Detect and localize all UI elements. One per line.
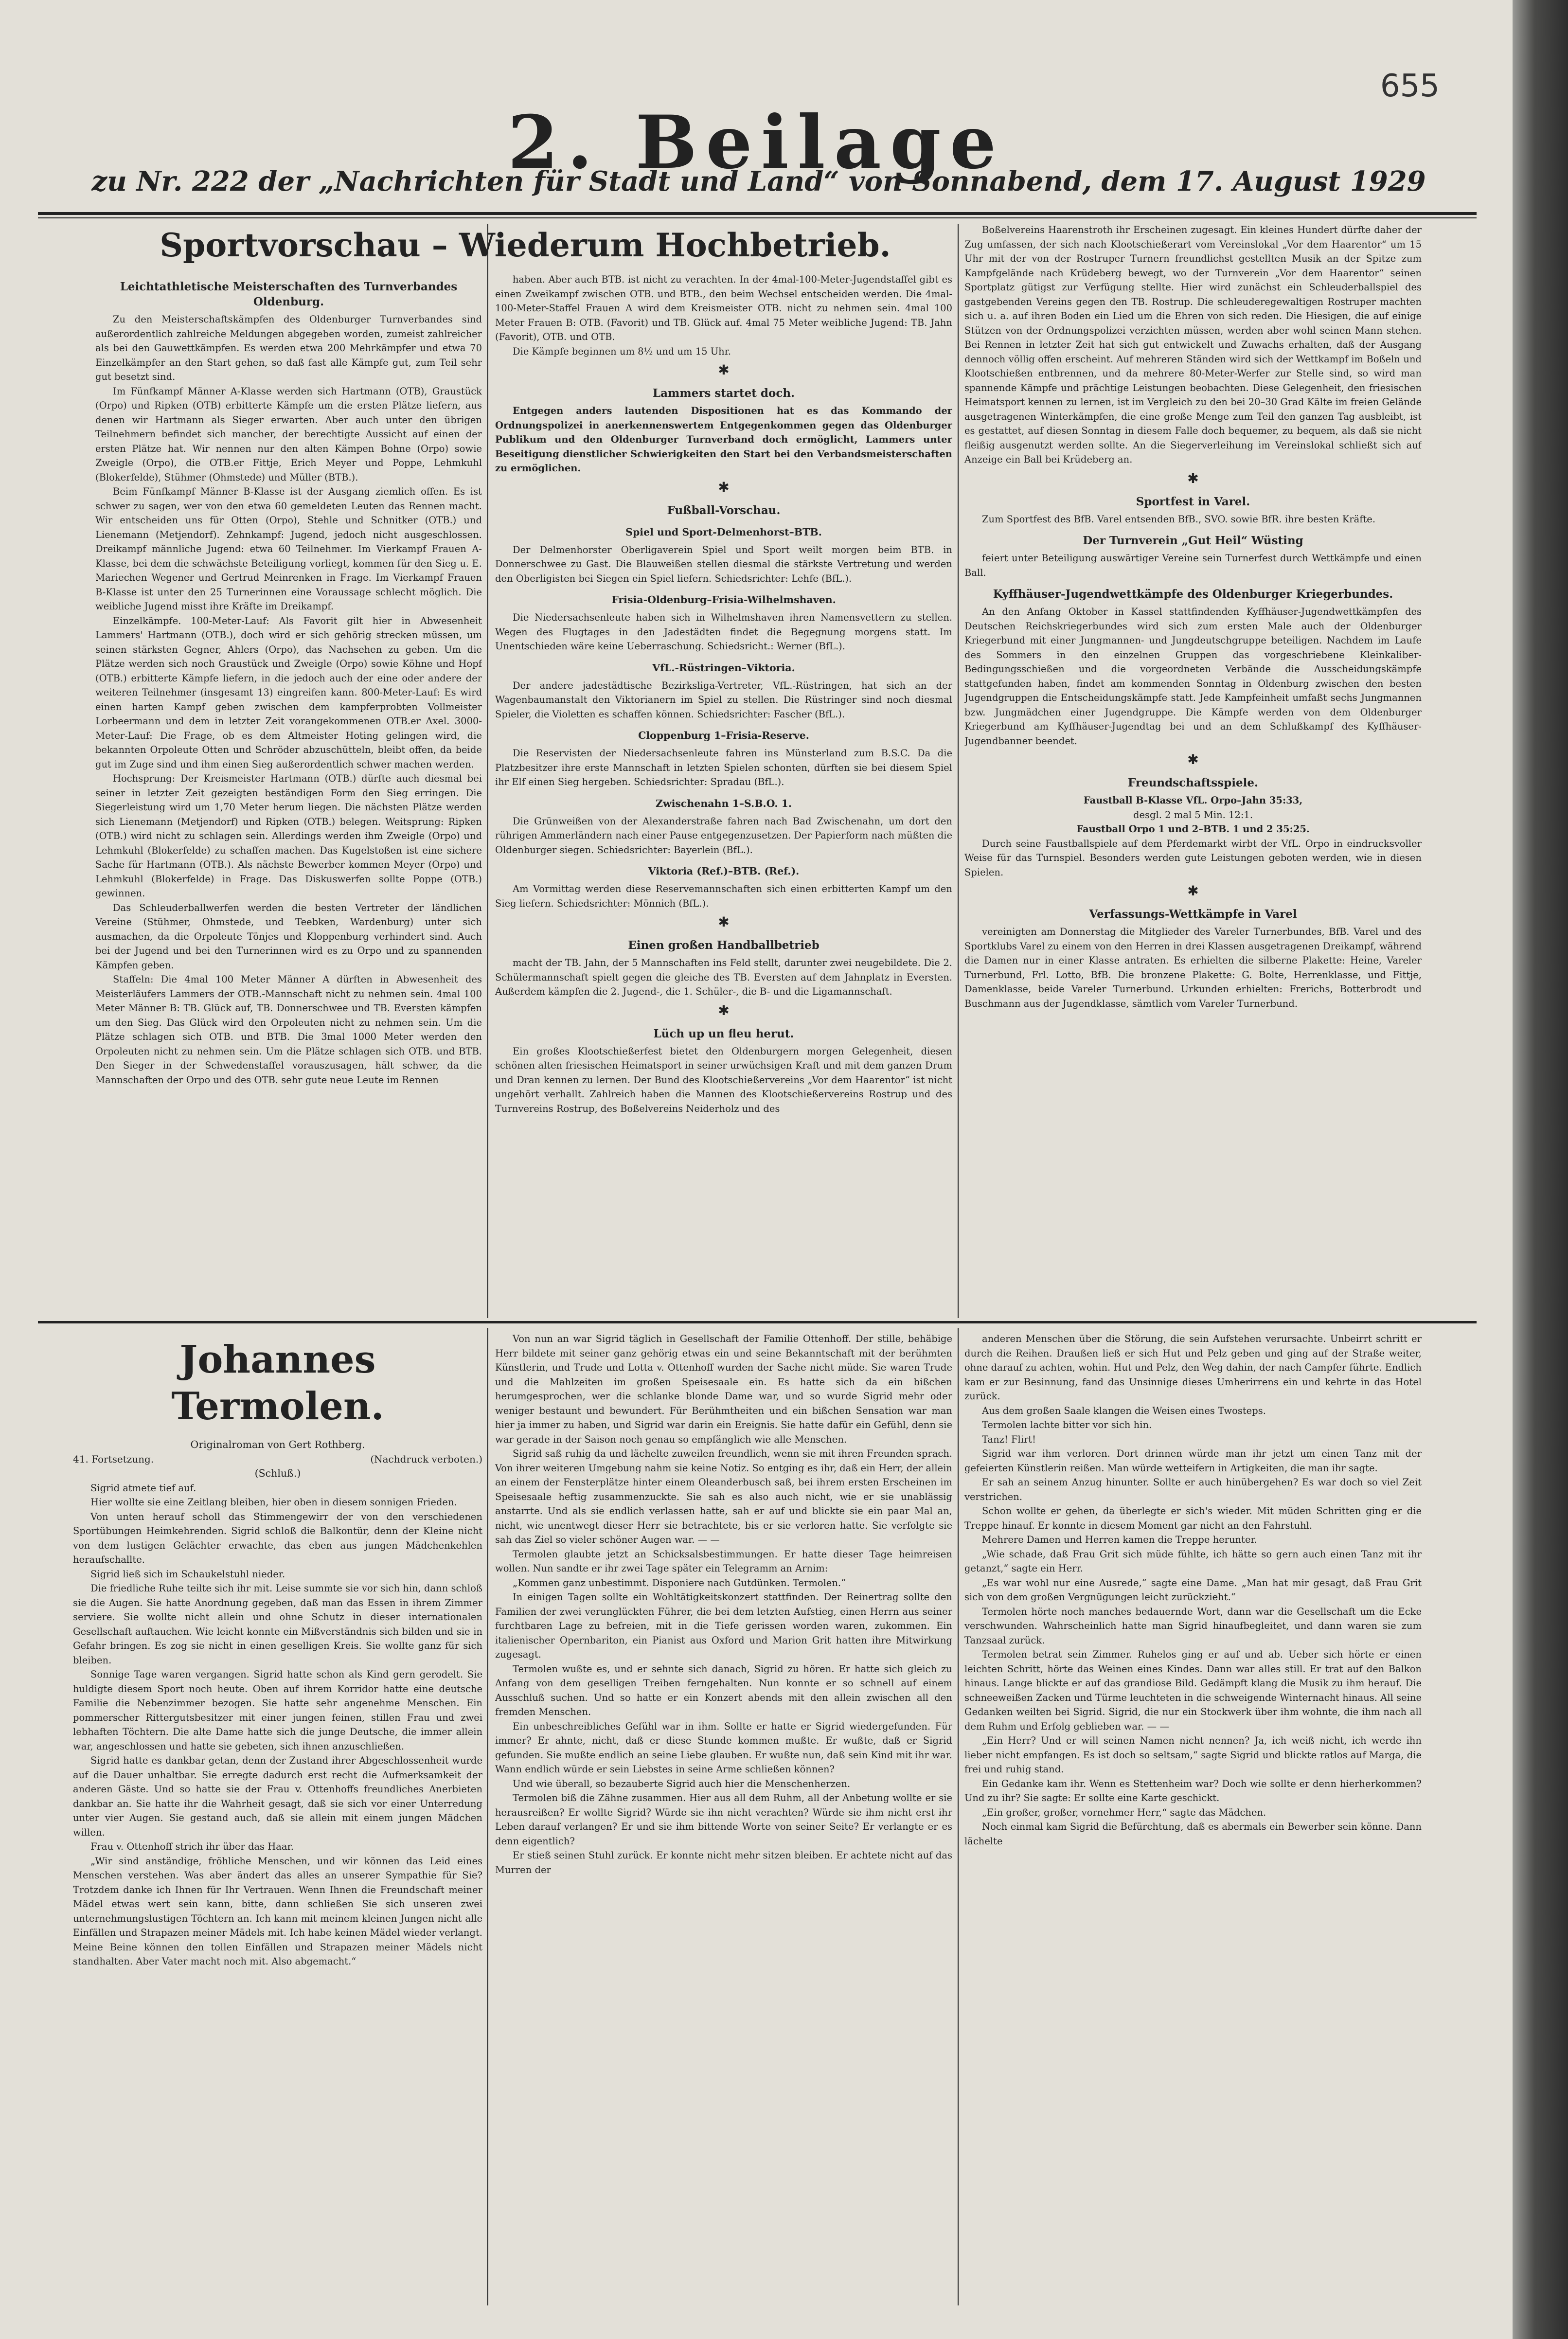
article-heading: Freundschaftsspiele.: [1127, 776, 1259, 789]
paragraph: Und wie überall, so bezauberte Sigrid auch hier die Menschenherzen.: [513, 1778, 851, 1789]
article-heading: Kyffhäuser-Jugendwettkämpfe des Oldenburger Kriegerbundes.: [993, 588, 1393, 601]
novel-column-1: [73, 1332, 482, 2304]
novel-column-2: [495, 1332, 952, 2304]
paragraph: Termolen wußte es, und er sehnte sich danach, Sigrid zu hören. Er hatte sich gleich zu Anfang von dem geselligen Treiben ferngehalten. Nun konnte er so schnell auf einem Ausschluß suchen. Und so hatte er ein Konzert abends mit den allein zwischen all den fremden Menschen.: [495, 1663, 952, 1717]
match-heading: VfL.-Rüstringen–Viktoria.: [652, 661, 795, 674]
sport-headline-block: [95, 223, 956, 276]
scan-edge: [1513, 0, 1568, 2339]
paragraph: Frau v. Ottenhoff strich ihr über das Haar.: [90, 1841, 294, 1852]
paragraph: „Ein großer, großer, vornehmer Herr,“ sagte das Mädchen.: [982, 1806, 1266, 1818]
paragraph: Die Niedersachsenleute haben sich in Wilhelmshaven ihren Namensvettern zu stellen. Wegen des Flugtages in den Jadestädten findet die Begegnung morgens statt. Im Unentschieden wäre keine Ueberraschung. Schiedsricht.: Werner (BfL.).: [495, 612, 952, 652]
paragraph: Ein Gedanke kam ihr. Wenn es Stettenheim war? Doch wie sollte er denn hierherkommen? Und zu ihr? Sie sagte: Er sollte eine Karte geschickt.: [964, 1778, 1422, 1803]
paragraph: Zu den Meisterschaftskämpfen des Oldenburger Turnverbandes sind außerordentlich zahlreiche Meldungen abgegeben worden, zumeist zahlreicher als bei den Gauwettkämpfen. Es werden etwa 200 Mehrkämpfer und etwa 70 Einzelkämpfer an den Start gehen, so daß fast alle Kämpfe gut, zum Teil sehr gut besetzt sind.: [95, 314, 482, 382]
paragraph: Der andere jadestädtische Bezirksliga-Vertreter, VfL.-Rüstringen, hat sich an der Wagenbaumanstalt den Viktorianern im Spiel zu stellen. Die Rüstringer sind noch diesmal Spieler, die Violetten es schaffen können. Schiedsrichter: Fascher (BfL.).: [495, 679, 952, 720]
sport-column-2: [495, 272, 952, 1318]
paragraph: Die Kämpfe beginnen um 8½ und um 15 Uhr.: [513, 345, 731, 357]
novel-meta-row: [73, 1452, 482, 1467]
article-heading: Verfassungs-Wettkämpfe in Varel: [1089, 908, 1297, 921]
paragraph: Sigrid hatte es dankbar getan, denn der Zustand ihrer Abgeschlossenheit wurde auf die Dauer unhaltbar. Sie erregte dadurch erst recht die Aufmerksamkeit der anderen Gäste. Und so hatte sie der Frau v. Ottenhoffs freundliches Anerbieten dankbar an. Sie hatte ihr die Wahrheit gesagt, daß sie sich vor einer Unterredung unter vier Augen. Sie gestand auch, daß sie allein mit einem jungen Mädchen willen.: [73, 1755, 482, 1838]
paragraph: Termolen lachte bitter vor sich hin.: [982, 1419, 1152, 1430]
installment-label: 41. Fortsetzung.: [73, 1453, 154, 1465]
paragraph: Noch einmal kam Sigrid die Befürchtung, daß es abermals ein Bewerber sein könne. Dann lächelte: [964, 1821, 1422, 1847]
paragraph: Die Grünweißen von der Alexanderstraße fahren nach Bad Zwischenahn, um dort den rührigen Ammerländern nach einer Pause entgegenzusetzen. Der Papierform nach müßten die Oldenburger siegen. Schiedsrichter: Bayerlein (BfL.).: [495, 815, 952, 856]
paragraph: Sigrid war ihm verloren. Dort drinnen würde man ihr jetzt um einen Tanz mit der gefeierten Künstlerin reißen. Man würde wetteifern in Artigkeiten, die man ihr sagte.: [964, 1448, 1422, 1474]
article-heading: Sportfest in Varel.: [1136, 495, 1250, 508]
masthead-rule: [38, 212, 1477, 215]
paragraph: Beim Fünfkampf Männer B-Klasse ist der Ausgang ziemlich offen. Es ist schwer zu sagen, wer von den etwa 60 gemeldeten Leuten das Rennen macht. Wir entscheiden uns für Otten (Orpo), Stehle und Schnitker (OTB.) und Lienemann (Metjendorf). Zehnkampf: Jugend, jedoch nicht ausgeschlossen. Dreikampf männliche Jugend: etwa 60 Teilnehmer. Im Vierkampf Frauen A-Klasse, bei dem die schwächste Beteiligung vorliegt, kommen für den Sieg u. E. Mariechen Wegener und Gertrud Meinrenken in Frage. Im Vierkampf Frauen B-Klasse ist unter den 25 Turnerinnen eine Voraussage schlecht möglich. Die weibliche Jugend misst ihre Kräfte im Dreikampf.: [95, 486, 482, 612]
paragraph: Der Delmenhorster Oberligaverein Spiel und Sport weilt morgen beim BTB. in Donnerschwee zu Gast. Die Blauweißen stellen diesmal die stärkste Vertretung und werden den Oberligisten bei Siegen ein Spiel liefern. Schiedsrichter: Lehfe (BfL.).: [495, 544, 952, 584]
paragraph: Aus dem großen Saale klangen die Weisen eines Twosteps.: [982, 1405, 1266, 1416]
paragraph: Termolen hörte noch manches bedauernde Wort, dann war die Gesellschaft um die Ecke verschwunden. Wahrscheinlich hatte man Sigrid hinaufbegleitet, und dann waren sie zum Tanzsaal zurück.: [964, 1606, 1422, 1646]
paragraph: Einzelkämpfe. 100-Meter-Lauf: Als Favorit gilt hier in Abwesenheit Lammers' Hartmann (OTB.), doch wird er sich gehörig strecken müssen, um seinen stärksten Gegner, Ahlers (Orpo), das Nachsehen zu geben. Um die Plätze werden sich noch Graustück und Zweigle (Orpo) sowie Köhne und Hopf (OTB.) erbitterte Kämpfe liefern, in die jedoch auch der eine oder andere der weiteren Teilnehmer (insgesamt 13) eingreifen kann. 800-Meter-Lauf: Es wird einen harten Kampf geben zwischen dem kampferprobten Vollmeister Lorbeermann und dem in letzter Zeit vorangekommenen OTB.er Axel. 3000-Meter-Lauf: Die Frage, ob es dem Altmeister Hoting gelingen wird, die bekannten Orpoleute Otten und Schröder abzuschütteln, bleibt offen, da beide gut im Zuge sind und ihm einen Sieg außerordentlich schwer machen werden.: [95, 615, 482, 770]
article-heading: Lüch up un fleu herut.: [653, 1027, 794, 1040]
paragraph: Er stieß seinen Stuhl zurück. Er konnte nicht mehr sitzen bleiben. Er achtete nicht auf das Murren der: [495, 1850, 952, 1875]
paragraph: Die Reservisten der Niedersachsenleute fahren ins Münsterland zum B.S.C. Da die Platzbesitzer ihre erste Mannschaft in letzten Spielen schonten, dürften sie bei diesem Spiel ihr Elf einen Sieg hergeben. Schiedsrichter: Spradau (BfL.).: [495, 748, 952, 787]
paragraph: Durch seine Faustballspiele auf dem Pferdemarkt wirbt der VfL. Orpo in eindrucksvoller Weise für das Turnspiel. Besonders werden gute Leistungen geboten werden, wie in diesen Spielen.: [964, 838, 1422, 878]
paragraph: Am Vormittag werden diese Reservemannschaften sich einen erbitterten Kampf um den Sieg liefern. Schiedsrichter: Mönnich (BfL.).: [495, 883, 952, 909]
paragraph: Von unten herauf scholl das Stimmengewirr der von den verschiedenen Sportübungen Heimkehrenden. Sigrid schloß die Balkontür, denn der Kleine nicht von dem lustigen Gelächter erwachte, das eben aus jungen Mädchenkehlen heraufschallte.: [73, 1511, 482, 1565]
paragraph: Mehrere Damen und Herren kamen die Treppe herunter.: [982, 1534, 1257, 1545]
paragraph: In einigen Tagen sollte ein Wohltätigkeitskonzert stattfinden. Der Reinertrag sollte den Familien der zwei verunglückten Führer, die bei dem letzten Aufstieg, einen Herrn aus seiner furchtbaren Lage zu befreien, mit in die Tiefe gerissen worden waren, zukommen. Ein italienischer Opernbariton, ein Pianist aus Oxford und Marion Grit hatten ihre Mitwirkung zugesagt.: [495, 1591, 952, 1660]
paragraph: Hochsprung: Der Kreismeister Hartmann (OTB.) dürfte auch diesmal bei seiner in letzter Zeit gezeigten beständigen Form den Sieg erringen. Die Siegerleistung wird um 1,70 Meter herum liegen. Die nächsten Plätze werden sich Lienemann (Metjendorf) und Ripken (OTB.) belegen. Weitsprung: Ripken (OTB.) wird nicht zu schlagen sein. Allerdings werden ihm Zweigle (Orpo) und Lehmkuhl (Blokerfelde) zu schaffen machen. Das Kugelstoßen ist eine sichere Sache für Hartmann (OTB.). Als nächste Bewerber kommen Meyer (Orpo) und Lehmkuhl (Blokerfelde) in Frage. Das Diskuswerfen sollte Poppe (OTB.) gewinnen.: [95, 773, 482, 899]
paragraph: Tanz! Flirt!: [982, 1433, 1036, 1445]
conclusion-note: (Schluß.): [254, 1467, 301, 1479]
paragraph: feiert unter Beteiligung auswärtiger Vereine sein Turnerfest durch Wettkämpfe und einen Ball.: [964, 553, 1422, 578]
article-heading: Lammers startet doch.: [652, 387, 795, 400]
article-heading: Leichtathletische Meisterschaften des Turnverbandes Oldenburg.: [120, 280, 458, 308]
column-divider: [487, 224, 488, 1318]
section-rule: [38, 1321, 1477, 1323]
paragraph: vereinigten am Donnerstag die Mitglieder des Vareler Turnerbundes, BfB. Varel und des Sportklubs Varel zu einem von den Herren in drei Klassen ausgetragenen Dreikampf, während die Damen nur in einer Klasse antraten. Es erhielten die silberne Plakette: Heine, Vareler Turnerbund, Frl. Lotto, BfB. Die bronzene Plakette: G. Bolte, Herrenklasse, und Fittje, Damenklasse, beide Vareler Turnerbund. Urkunden erhielten: Frerichs, Botterbrodt und Buschmann aus der Jugendklasse, sämtlich vom Vareler Turnerbund.: [964, 926, 1422, 1009]
paragraph: Ein großes Klootschießerfest bietet den Oldenburgern morgen Gelegenheit, diesen schönen alten friesischen Heimatsport in seiner urwüchsigen Kraft und mit dem ganzen Drum und Dran kennen zu lernen. Der Bund des Klootschießervereins „Vor dem Haarentor“ ist nicht ungehört verhallt. Zahlreich haben die Mannen des Klootschießervereins Rostrup und des Turnvereins Rostrup, des Boßelvereins Neiderholz und des: [495, 1045, 952, 1114]
paragraph: „Kommen ganz unbestimmt. Disponiere nach Gutdünken. Termolen.“: [513, 1577, 846, 1589]
separator-star: ✱: [718, 479, 730, 495]
sport-headline: Sportvorschau – Wiederum Hochbetrieb.: [160, 226, 891, 264]
article-heading: Der Turnverein „Gut Heil“ Wüsting: [1083, 534, 1303, 547]
paragraph: „Wie schade, daß Frau Grit sich müde fühlte, ich hätte so gern auch einen Tanz mit ihr getanzt,“ sagte ein Herr.: [964, 1548, 1422, 1574]
novel-column-3: [964, 1332, 1422, 2304]
masthead-rule-thin: [38, 217, 1477, 218]
article-heading: Fußball-Vorschau.: [667, 503, 781, 517]
result-line: desgl. 2 mal 5 Min. 12:1.: [1133, 809, 1253, 821]
column-divider: [487, 1328, 488, 2305]
match-heading: Zwischenahn 1–S.B.O. 1.: [655, 797, 792, 809]
paragraph: Hier wollte sie eine Zeitlang bleiben, hier oben in diesem sonnigen Frieden.: [90, 1497, 457, 1508]
match-heading: Cloppenburg 1–Frisia-Reserve.: [638, 730, 809, 741]
result-line: Faustball Orpo 1 und 2–BTB. 1 und 2 35:25.: [1076, 823, 1310, 835]
paragraph: macht der TB. Jahn, der 5 Mannschaften ins Feld stellt, darunter zwei neugebildete. Die 2. Schülermannschaft spielt gegen die gleiche des TB. Eversten auf dem Jahnplatz in Eversten. Außerdem kämpfen die 2. Jugend-, die 1. Schüler-, die B- und die Ligamannschaft.: [495, 957, 952, 997]
match-heading: Spiel und Sport-Delmenhorst–BTB.: [625, 526, 822, 538]
paragraph: Sigrid saß ruhig da und lächelte zuweilen freundlich, wenn sie mit ihren Freunden sprach. Von ihrer weiteren Umgebung nahm sie keine Notiz. So entging es ihr, daß ein Herr, der allein an einem der Fensterplätze hinter einem Oleanderbusch saß, bei ihrem ersten Erscheinen im Speisesaale heftig zusammenzuckte. Sie sah es also auch nicht, wie er sie unablässig anstarrte. Und als sie endlich verlassen hatte, sah er auf und blickte sie ein paar Mal an, nicht, wie unentwegt dieser Herr sie betrachtete, bis er sie verloren hatte. Sie verfolgte sie sah das Ziel so vieler schöner Augen war. — —: [495, 1448, 952, 1545]
paragraph: Staffeln: Die 4mal 100 Meter Männer A dürften in Abwesenheit des Meisterläufers Lammers der OTB.-Mannschaft nicht zu nehmen sein. 4mal 100 Meter Männer B: TB. Glück auf, TB. Donnerschwee und TB. Eversten kämpfen um den Sieg. Das Glück wird den Orpoleuten nicht zu nehmen sein. Um die Plätze schlagen sich OTB. und BTB. Die 3mal 1000 Meter werden den Orpoleuten nicht zu nehmen sein. Um die Plätze schlagen sich OTB. und BTB. Den Sieger in der Schwedenstaffel vorauszusagen, hält schwer, da die Mannschaften der Orpo und des OTB. sehr gute neue Leute im Rennen: [95, 974, 482, 1086]
paragraph: Termolen betrat sein Zimmer. Ruhelos ging er auf und ab. Ueber sich hörte er einen leichten Schritt, hörte das Weinen eines Kindes. Dann war alles still. Er trat auf den Balkon hinaus. Lange blickte er auf das grandiose Bild. Gedämpft klang die Musik zu ihm herauf. Die schneeweißen Zacken und Türme leuchteten in die schweigende Winternacht hinaus. All seine Gedanken weilten bei Sigrid. Sigrid, die nur ein Stockwerk über ihm wohnte, die ihm nach all dem Ruhm und Erfolg geblieben war. — —: [964, 1649, 1422, 1732]
paragraph: Entgegen anders lautenden Dispositionen hat es das Kommando der Ordnungspolizei in anerkennenswertem Entgegenkommen gegen das Oldenburger Publikum und den Oldenburger Turnverband doch ermöglicht, Lammers unter Beseitigung dienstlicher Schwierigkeiten den Start bei den Verbandsmeisterschaften zu ermöglichen.: [495, 405, 952, 474]
paragraph: haben. Aber auch BTB. ist nicht zu verachten. In der 4mal-100-Meter-Jugendstaffel gibt es einen Zweikampf zwischen OTB. und BTB., den beim Wechsel entscheiden werden. Die 4mal-100-Meter-Staffel Frauen A wird dem Kreismeister OTB. nicht zu nehmen sein. 4mal 100 Meter Frauen B: OTB. (Favorit) und TB. Glück auf. 4mal 75 Meter weibliche Jugend: TB. Jahn (Favorit), OTB. und OTB.: [495, 274, 952, 342]
paragraph: Zum Sportfest des BfB. Varel entsenden BfB., SVO. sowie BfR. ihre besten Kräfte.: [982, 513, 1376, 525]
paragraph: Von nun an war Sigrid täglich in Gesellschaft der Familie Ottenhoff. Der stille, behäbige Herr bildete mit seiner ganz gehörig etwas ein und seine Bekanntschaft mit der berühmten Künstlerin, und Trude und Lotta v. Ottenhoff wurden der Sache nicht müde. Sie waren Trude und die Mahlzeiten im großen Speisesaale ein. Es hatte sich da ein bißchen herumgesprochen, wer die schlanke blonde Dame war, und so wurde Sigrid mehr oder weniger bestaunt und bewundert. Für Berühmtheiten und ein bißchen Sensation war man hier ja immer zu haben, und Sigrid war darin ein Ereignis. Sie hatte dafür ein Gefühl, denn sie war gerade in der Saison noch genau so empfänglich wie alle Menschen.: [495, 1333, 952, 1445]
rights-note: (Nachdruck verboten.): [370, 1453, 482, 1465]
separator-star: ✱: [718, 914, 730, 930]
paragraph: Die friedliche Ruhe teilte sich ihr mit. Leise summte sie vor sich hin, dann schloß sie die Augen. Sie hatte Anordnung gegeben, daß man das Essen in ihrem Zimmer serviere. Sie wollte nicht allein und ohne Schutz in dieser internationalen Gesellschaft auftauchen. Wie leicht konnte ein Mißverständnis sich bilden und sie in Gefahr bringen. Es zog sie nicht in einen geselligen Kreis. Sie wollte ganz für sich bleiben.: [73, 1583, 482, 1666]
paragraph: Im Fünfkampf Männer A-Klasse werden sich Hartmann (OTB), Graustück (Orpo) und Ripken (OTB) erbitterte Kämpfe um die ersten Plätze liefern, aus denen wir Hartmann als Sieger erwarten. Aber auch unter den übrigen Teilnehmern befindet sich mancher, der berechtigte Aussicht auf einen der ersten Plätze hat. Wir nennen nur den alten Kämpen Bohne (Orpo) sowie Zweigle (Orpo), die OTB.er Fittje, Erich Meyer und Poppe, Lehmkuhl (Blokerfelde), Stühmer (Ohmstede) und Müller (BTB.).: [95, 385, 482, 483]
paragraph: An den Anfang Oktober in Kassel stattfindenden Kyffhäuser-Jugendwettkämpfen des Deutschen Reichskriegerbundes wird sich zum ersten Male auch der Oldenburger Kriegerbund mit einer Jungmannen- und Jungdeutschgruppe beteiligen. Nachdem im Laufe des Sommers in den einzelnen Gruppen das vorgeschriebene Kleinkaliber-Bedingungsschießen und die vorgeordneten Verbände die Ausscheidungskämpfe stattgefunden haben, findet am kommenden Sonntag in Oldenburg zwischen den besten Jugendgruppen die Entscheidungskämpfe statt. Jede Kampfeinheit umfaßt sechs Jungmannen bzw. Jungmädchen einer Jugendgruppe. Die Kämpfe werden von dem Oldenburger Kriegerbund am Kyffhäuser-Jugendtag bei und an dem Schlußkampf des Kyffhäuser-Jugendbanner beendet.: [964, 606, 1422, 747]
column-divider: [958, 224, 959, 1318]
column-divider: [958, 1328, 959, 2305]
match-heading: Frisia-Oldenburg–Frisia-Wilhelmshaven.: [611, 594, 836, 606]
sport-column-1: [95, 272, 482, 1318]
separator-star: ✱: [1187, 751, 1199, 768]
page-number: 655: [1380, 68, 1440, 104]
paragraph: „Es war wohl nur eine Ausrede,“ sagte eine Dame. „Man hat mir gesagt, daß Frau Grit sich von dem großen Vergnügungen leicht zurückzieht.“: [964, 1577, 1422, 1603]
separator-star: ✱: [718, 1002, 730, 1018]
match-heading: Viktoria (Ref.)–BTB. (Ref.).: [648, 865, 800, 877]
supplement-title: 2. Beilage: [507, 100, 1005, 185]
masthead-subline: zu Nr. 222 der „Nachrichten für Stadt und Land“ von Sonnabend, dem 17. August 1929: [91, 165, 1426, 197]
paragraph: Sigrid ließ sich im Schaukelstuhl nieder.: [90, 1568, 285, 1580]
result-line: Faustball B-Klasse VfL. Orpo–Jahn 35:33,: [1083, 795, 1303, 806]
paragraph: „Wir sind anständige, fröhliche Menschen, und wir können das Leid eines Menschen verstehen. Was aber ändert das alles an unserer Sympathie für Sie? Trotzdem danke ich Ihnen für Ihr Vertrauen. Wenn Ihnen die Freundschaft meiner Mädel etwas wert sein kann, bitte, dann schließen Sie sich unseren zwei unternehmungslustigen Töchtern an. Ich kann mit meinem kleinen Jungen nicht alle Einfällen und Strapazen meiner Mädels mit. Ich habe keinen Mädel wieder verlangt. Meine Beine können den tollen Einfällen und Strapazen meiner Mädels nicht standhalten. Aber Vater macht noch mit. Also abgemacht.“: [73, 1855, 482, 1967]
paragraph: Termolen glaubte jetzt an Schicksalsbestimmungen. Er hatte dieser Tage heimreisen wollen. Nun sandte er ihr zwei Tage später ein Telegramm an Arnim:: [495, 1548, 952, 1574]
paragraph: Er sah an seinem Anzug hinunter. Sollte er auch hinübergehen? Es war doch so viel Zeit verstrichen.: [964, 1477, 1422, 1502]
paragraph: Das Schleuderballwerfen werden die besten Vertreter der ländlichen Vereine (Stühmer, Ohmstede, und Teebken, Wardenburg) unter sich ausmachen, da die Orpoleute Tönjes und Kloppenburg verhindert sind. Auch bei der Jugend und bei den Turnerinnen wird es zu Orpo und zu spannenden Kämpfen geben.: [95, 902, 482, 971]
paragraph: Sonnige Tage waren vergangen. Sigrid hatte schon als Kind gern gerodelt. Sie huldigte diesem Sport noch heute. Oben auf ihrem Korridor hatte eine deutsche Familie die Nebenzimmer bezogen. Sie hatte sehr angenehme Menschen. Ein pommerscher Rittergutsbesitzer mit einer jungen feinen, stillen Frau und zwei lebhaften Töchtern. Die alte Dame hatte sich die junge Deutsche, die immer allein war, angeschlossen und hatte sie gebeten, sich ihnen anzuschließen.: [73, 1669, 482, 1752]
novel-title: Johannes Termolen.: [171, 1338, 384, 1428]
sport-column-3: [964, 223, 1422, 1317]
paragraph: Sigrid atmete tief auf.: [90, 1482, 196, 1494]
article-heading: Einen großen Handballbetrieb: [628, 939, 820, 952]
separator-star: ✱: [1187, 470, 1199, 486]
paragraph: „Ein Herr? Und er will seinen Namen nicht nennen? Ja, ich weiß nicht, ich werde ihn lieber nicht empfangen. Es ist doch so seltsam,“ sagte Sigrid und blickte ratlos auf Marga, die frei und ruhig stand.: [964, 1735, 1422, 1775]
separator-star: ✱: [718, 362, 730, 378]
separator-star: ✱: [1187, 883, 1199, 899]
paragraph: Schon wollte er gehen, da überlegte er sich's wieder. Mit müden Schritten ging er die Treppe hinauf. Er konnte in diesem Moment gar nicht an den Fahrstuhl.: [964, 1505, 1422, 1531]
paragraph: Ein unbeschreibliches Gefühl war in ihm. Sollte er hatte er Sigrid wiedergefunden. Für immer? Er ahnte, nicht, daß er diese Stunde kommen mußte. Er wußte, daß er Sigrid gefunden. Sie mußte endlich an seine Liebe glauben. Er wußte nun, daß sein Kind mit ihr war. Wann endlich würde er sein Liebstes in seine Arme schließen können?: [495, 1720, 952, 1775]
novel-author: Originalroman von Gert Rothberg.: [190, 1439, 365, 1450]
paragraph: Boßelvereins Haarenstroth ihr Erscheinen zugesagt. Ein kleines Hundert dürfte daher der Zug umfassen, der sich nach Klootschießerart vom Vereinslokal „Vor dem Haarentor“ um 15 Uhr mit der von der Rostruper Turnern freundlichst gestellten Musik an der Spitze zum Kampfgelände nach Krüdeberg bewegt, wo der Turnverein „Vor dem Haarentor“ seinen Sportplatz gütigst zur Verfügung stellte. Hier wird zunächst ein Schleuderballspiel des gastgebenden Vereins gegen den TB. Rostrup. Die schleuderegewaltigen Rostruper machten sich u. a. auf ihren Boden ein Lied um die Ehren von sich reden. Die Hiesigen, die auf einige Stützen von der Ordnungspolizei verzichten müssen, werden aber wohl seinen Mann stehen. Bei Rennen in letzter Zeit hat sich gut entwickelt und Zuwachs erhalten, daß der Ausgang dennoch völlig offen erscheint. Auf mehreren Ständen wird sich der Wettkampf im Boßeln und Klootschießen entbrennen, und da mehrere 80-Meter-Werfer zur Stelle sind, so wird man spannende Kämpfe und prächtige Leistungen beobachten. Diese Gelegenheit, den friesischen Heimatsport kennen zu lernen, ist im Vergleich zu den bei 20–30 Grad Kälte im freien Gelände ausgetragenen Winterkämpfen, die eine große Menge zum Teil den ganzen Tag ausbleibt, ist es gestattet, auf diesen Sonntag in diesem Falle doch bequemer, zu bequem, als daß sie nicht fleißig ausgenutzt werden sollte. An die Siegerverleihung im Vereinslokal schließt sich auf Anzeige ein Ball bei Krüdeberg an.: [964, 224, 1422, 465]
paragraph: anderen Menschen über die Störung, die sein Aufstehen verursachte. Unbeirrt schritt er durch die Reihen. Draußen ließ er sich Hut und Pelz geben und ging auf der Straße weiter, ohne darauf zu achten, wohin. Hut und Pelz, den Weg dahin, der nach Campfer führte. Endlich kam er zur Besinnung, fand das Unsinnige dieses Umherirrens ein und kehrte in das Hotel zurück.: [964, 1333, 1422, 1402]
paragraph: Termolen biß die Zähne zusammen. Hier aus all dem Ruhm, all der Anbetung wollte er sie herausreißen? Er wollte Sigrid? Würde sie ihn nicht verachten? Würde sie ihm nicht erst ihr Leben darauf verlangen? Er und sie ihm bittende Worte von seiner Seite? Er verlangte er es denn eigentlich?: [495, 1792, 952, 1847]
